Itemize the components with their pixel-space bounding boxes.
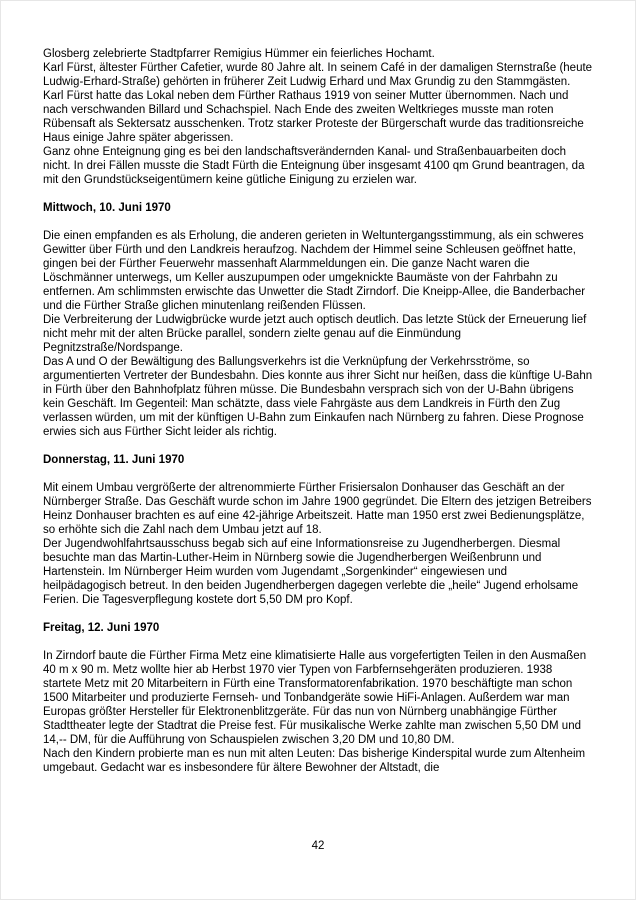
paragraph: Der Jugendwohlfahrtsausschuss begab sich auf eine Informationsreise zu Jugendherbergen. Diesmal besuchte man das Martin-Luther-Heim in Nürnberg sowie die Jugendherbergen Weißenbrunn und Hartenstein. Im Nürnberger Heim wurden vom Jugendamt „Sorgenkinder“ eingewiesen und heilpädagogisch betreut. In den beiden Jugendherbergen dagegen verlebte die „heile“ Jugend erholsame Ferien. Die Tagesverpflegung kostete dort 5,50 DM pro Kopf.: [43, 538, 579, 606]
entry-block-thursday: [43, 481, 593, 607]
page-number: 42: [311, 840, 325, 852]
paragraph: Das A und O der Bewältigung des Ballungsverkehrs ist die Verknüpfung der Verkehrsströme, so argumentierten Vertreter der Bundesbahn. Dies konnte aus ihrer Sicht nur heißen, dass die künftige U-Bahn in Fürth über den Bahnhofplatz führen müsse. Die Bundesbahn versprach sich von der U-Bahn übrigens kein Geschäft. Im Gegenteil: Man schätzte, dass viele Fahrgäste aus dem Landkreis in Fürth den Zug verlassen würden, um mit der künftigen U-Bahn zum Einkaufen nach Nürnberg zu fahren. Diese Prognose erwies sich aus Fürther Sicht leider als richtig.: [43, 356, 593, 438]
date-heading: Mittwoch, 10. Juni 1970: [43, 202, 171, 214]
paragraph: Nach den Kindern probierte man es nun mit alten Leuten: Das bisherige Kinderspital wurde zum Altenheim umgebaut. Gedacht war es insbesondere für ältere Bewohner der Altstadt, die: [43, 748, 586, 774]
paragraph: Ganz ohne Enteignung ging es bei den landschaftsverändernden Kanal- und Straßenbauarbeiten doch nicht. In drei Fällen musste die Stadt Fürth die Enteignung über insgesamt 4100 qm Grund beantragen, da mit den Grundstückseigentümern keine gütliche Einigung zu erzielen war.: [43, 146, 585, 186]
paragraph: Glosberg zelebrierte Stadtpfarrer Remigius Hümmer ein feierliches Hochamt.: [43, 48, 435, 60]
entry-block-friday: [43, 649, 593, 775]
paragraph: Karl Fürst, ältester Fürther Cafetier, wurde 80 Jahre alt. In seinem Café in der damaligen Sternstraße (heute Ludwig-Erhard-Straße) gehörten in früherer Zeit Ludwig Erhard und Max Grundig zu den Stammgästen. Karl Fürst hatte das Lokal neben dem Fürther Rathaus 1919 von seiner Mutter übernommen. Nach und nach verschwanden Billard und Schachspiel. Nach Ende des zweiten Weltkrieges musste man roten Rübensaft als Sektersatz ausschenken. Trotz starker Proteste der Bürgerschaft wurde das traditionsreiche Haus einige Jahre später abgerissen.: [43, 62, 593, 144]
paragraph: Mit einem Umbau vergrößerte der altrenommierte Fürther Frisiersalon Donhauser das Geschäft an der Nürnberger Straße. Das Geschäft wurde schon im Jahre 1900 gegründet. Die Eltern des jetzigen Betreibers Heinz Donhauser brachten es auf eine 42-jährige Arbeitszeit. Hatte man 1950 erst zwei Bedienungsplätze, so erhöhte sich die Zahl nach dem Umbau jetzt auf 18.: [43, 482, 592, 536]
paragraph: In Zirndorf baute die Fürther Firma Metz eine klimatisierte Halle aus vorgefertigten Teilen in den Ausmaßen 40 m x 90 m. Metz wollte hier ab Herbst 1970 vier Typen von Farbfernsehgeräten produzieren. 1938 startete Metz mit 20 Mitarbeitern in Fürth eine Transformatorenfabrikation. 1970 beschäftigte man schon 1500 Mitarbeiter und produzierte Fernseh- und Tonbandgeräte sowie HiFi-Anlagen. Außerdem war man Europas größter Hersteller für Elektronenblitzgeräte. Für das nun von Nürnberg unabhängige Fürther Stadttheater legte der Stadtrat die Preise fest. Für musikalische Werke zahlte man zwischen 5,50 DM und 14,-- DM, für die Aufführung von Schauspielen zwischen 3,20 DM und 10,80 DM.: [43, 650, 587, 746]
entry-block-intro: [43, 47, 593, 187]
date-heading: Freitag, 12. Juni 1970: [43, 622, 160, 634]
document-content: [43, 47, 593, 775]
date-heading: Donnerstag, 11. Juni 1970: [43, 454, 185, 466]
entry-block-wednesday: [43, 229, 593, 439]
paragraph: Die Verbreiterung der Ludwigbrücke wurde jetzt auch optisch deutlich. Das letzte Stück der Erneuerung lief nicht mehr mit der alten Brücke parallel, sondern zielte genau auf die Einmündung Pegnitzstraße/Nordspange.: [43, 314, 587, 354]
paragraph: Die einen empfanden es als Erholung, die anderen gerieten in Weltuntergangsstimmung, als ein schweres Gewitter über Fürth und den Landkreis heraufzog. Nachdem der Himmel seine Schleusen geöffnet hatte, gingen bei der Fürther Feuerwehr massenhaft Alarmmeldungen ein. Die ganze Nacht waren die Löschmänner unterwegs, um Keller auszupumpen oder umgeknickte Baumäste von der Fahrbahn zu entfernen. Am schlimmsten erwischte das Unwetter die Stadt Zirndorf. Die Kneipp-Allee, die Banderbacher und die Fürther Straße glichen minutenlang reißenden Flüssen.: [43, 230, 586, 312]
